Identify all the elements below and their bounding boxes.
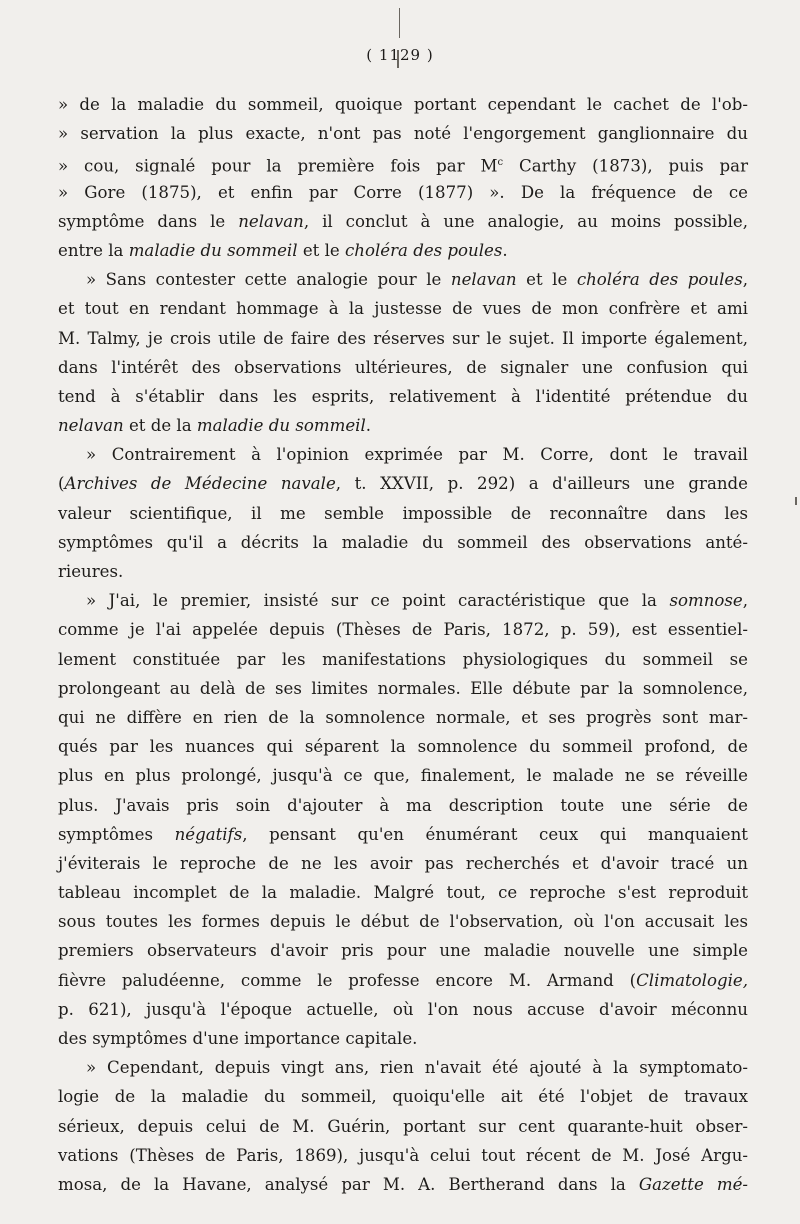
- text-line: » Sans contester cette analogie pour le nelavan et le choléra des poules,: [86, 270, 749, 290]
- text-line: valeur scientifique, il me semble impossible de reconnaître dans les: [58, 503, 748, 523]
- text-line: sous toutes les formes depuis le début de l'observation, où l'on accusait les: [58, 912, 748, 932]
- text-line: nelavan et de la maladie du sommeil.: [58, 416, 372, 436]
- text-line: symptôme dans le nelavan, il conclut à une analogie, au moins possible,: [58, 211, 748, 231]
- text-line: fièvre paludéenne, comme le professe encore M. Armand (Climatologie,: [58, 970, 748, 990]
- text-line: » J'ai, le premier, insisté sur ce point caractéristique que la somnose,: [86, 591, 748, 611]
- text-line: premiers observateurs d'avoir pris pour une maladie nouvelle une simple: [58, 941, 748, 961]
- scan-mark: [399, 8, 400, 38]
- text-line: tend à s'établir dans les esprits, relativement à l'identité prétendue du: [58, 386, 748, 406]
- text-line: plus en plus prolongé, jusqu'à ce que, finalement, le malade ne se réveille: [58, 766, 748, 786]
- text-line: lement constituée par les manifestations physiologiques du sommeil se: [58, 649, 748, 669]
- text-line: logie de la maladie du sommeil, quoiqu'elle ait été l'objet de travaux: [58, 1087, 748, 1107]
- text-line: » cou, signalé pour la première fois par $M^c$ Carthy (1873), puis par: [58, 156, 749, 176]
- text-line: j'éviterais le reproche de ne les avoir pas recherchés et d'avoir tracé un: [58, 853, 748, 873]
- text-line: M. Talmy, je crois utile de faire des réserves sur le sujet. Il importe également,: [58, 328, 748, 348]
- text-line: et tout en rendant hommage à la justesse de vues de mon confrère et ami: [58, 299, 748, 319]
- text-line: des symptômes d'une importance capitale.: [58, 1029, 418, 1048]
- text-line: prolongeant au delà de ses limites normales. Elle débute par la somnolence,: [58, 678, 748, 698]
- text-line: mosa, de la Havane, analysé par M. A. Bertherand dans la Gazette mé-: [58, 1174, 748, 1194]
- body-text: [58, 90, 748, 1199]
- text-line: qui ne diffère en rien de la somnolence normale, et ses progrès sont mar-: [58, 707, 748, 727]
- text-line: » Contrairement à l'opinion exprimée par M. Corre, dont le travail: [86, 445, 748, 465]
- text-line: comme je l'ai appelée depuis (Thèses de Paris, 1872, p. 59), est essentiel-: [58, 620, 748, 640]
- text-line: plus. J'avais pris soin d'ajouter à ma description toute une série de: [58, 795, 748, 815]
- text-line: » Gore (1875), et enfin par Corre (1877) ». De la fréquence de ce: [58, 182, 748, 202]
- text-line: entre la maladie du sommeil et le choléra des poules.: [58, 240, 508, 260]
- scan-mark: [795, 497, 797, 505]
- text-line: rieures.: [58, 562, 124, 581]
- text-line: sérieux, depuis celui de M. Guérin, portant sur cent quarante-huit obser-: [58, 1116, 748, 1136]
- text-line: dans l'intérêt des observations ultérieures, de signaler une confusion qui: [58, 357, 748, 377]
- text-line: symptômes qu'il a décrits la maladie du sommeil des observations anté-: [58, 532, 748, 552]
- text-line: » servation la plus exacte, n'ont pas noté l'engorgement ganglionnaire du: [58, 124, 748, 144]
- page-number: ( 1129 ): [366, 46, 434, 64]
- text-line: symptômes négatifs, pensant qu'en énumérant ceux qui manquaient: [58, 824, 748, 844]
- text-line: tableau incomplet de la maladie. Malgré tout, ce reproche s'est reproduit: [58, 883, 748, 903]
- text-line: qués par les nuances qui séparent la somnolence du sommeil profond, de: [58, 737, 748, 757]
- text-line: vations (Thèses de Paris, 1869), jusqu'à celui tout récent de M. José Argu-: [58, 1145, 748, 1165]
- text-line: » de la maladie du sommeil, quoique portant cependant le cachet de l'ob-: [58, 95, 748, 114]
- text-line: » Cependant, depuis vingt ans, rien n'avait été ajouté à la symptomato-: [86, 1058, 748, 1078]
- text-line: (Archives de Médecine navale, t. XXVII, p. 292) a d'ailleurs une grande: [58, 474, 748, 494]
- text-line: p. 621), jusqu'à l'époque actuelle, où l'on nous accuse d'avoir méconnu: [58, 999, 748, 1019]
